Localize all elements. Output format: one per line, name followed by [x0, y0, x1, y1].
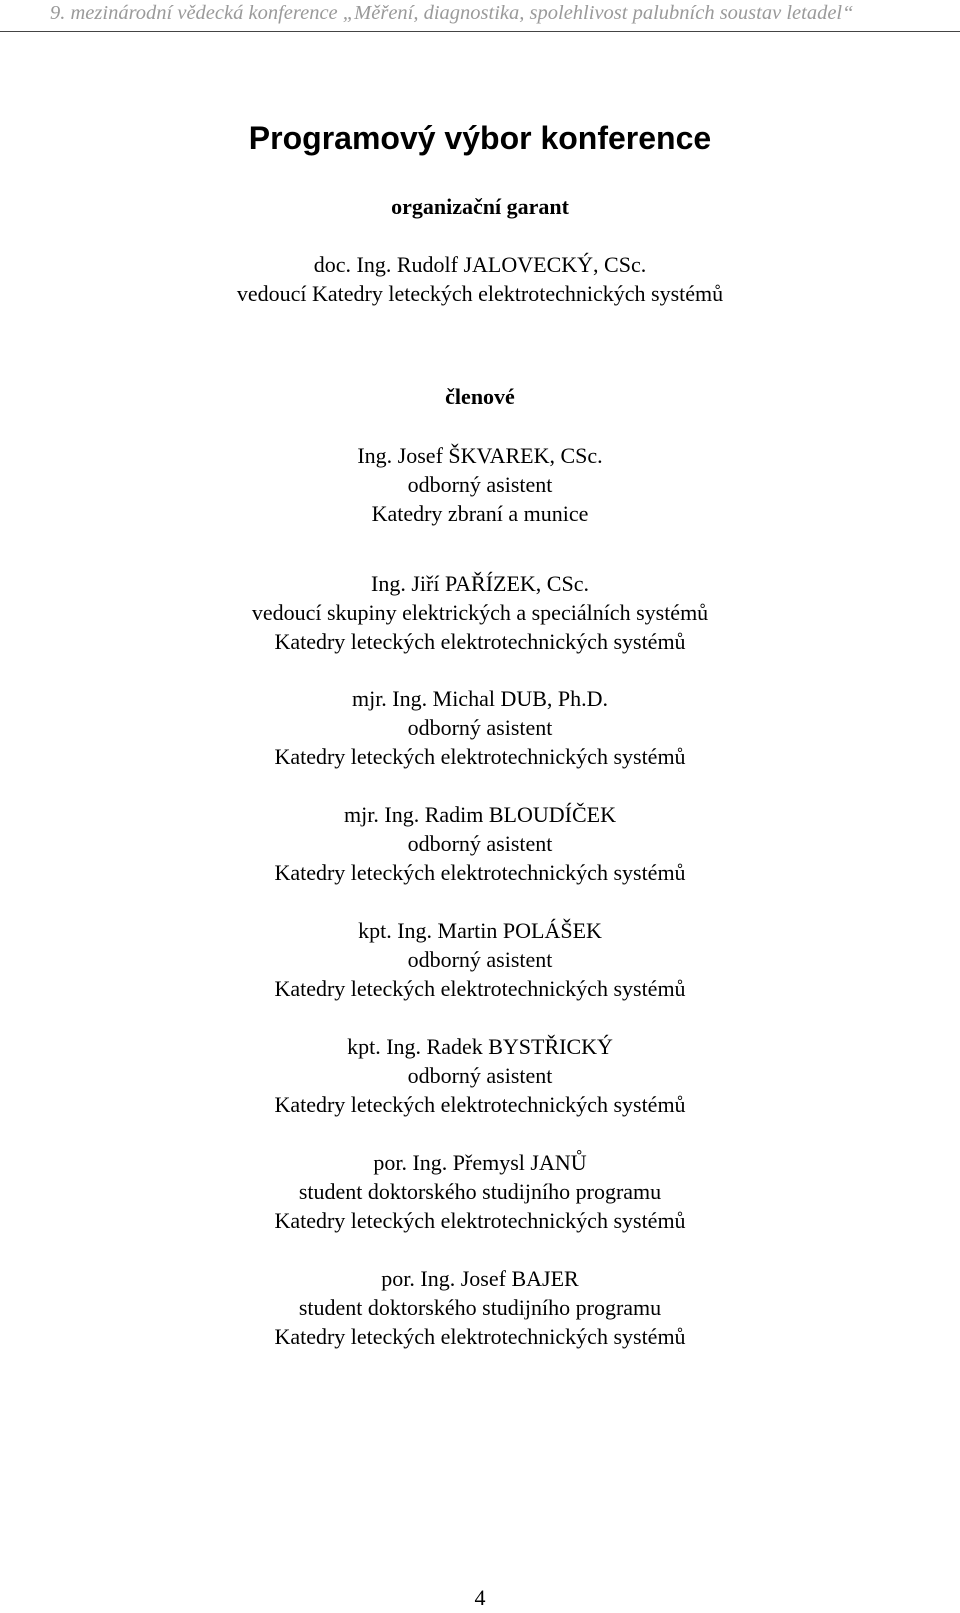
member-position: student doktorského studijního programu: [298, 1295, 662, 1320]
member-name: Ing. Josef ŠKVAREK, CSc.: [357, 443, 603, 468]
member-entry: [0, 800, 960, 887]
members-heading: členové: [445, 384, 515, 409]
member-entry: [0, 1148, 960, 1235]
member-department: Katedry leteckých elektrotechnických systémů: [274, 744, 686, 769]
member-position: odborný asistent: [407, 1063, 553, 1088]
page-title: Programový výbor konference: [248, 120, 712, 156]
member-entry: [0, 441, 960, 528]
member-entry: [0, 1264, 960, 1351]
running-header: 9. mezinárodní vědecká konference „Měření, diagnostika, spolehlivost palubních soustav letadel“: [0, 0, 960, 32]
member-position: odborný asistent: [407, 472, 553, 497]
member-position: odborný asistent: [407, 947, 553, 972]
member-name: kpt. Ing. Martin POLÁŠEK: [358, 918, 602, 943]
member-entry: [0, 1032, 960, 1119]
member-department: Katedry leteckých elektrotechnických systémů: [274, 976, 686, 1001]
member-position: odborný asistent: [407, 715, 553, 740]
guarantor-name: doc. Ing. Rudolf JALOVECKÝ, CSc.: [313, 252, 647, 277]
member-name: kpt. Ing. Radek BYSTŘICKÝ: [347, 1034, 613, 1059]
member-name: por. Ing. Přemysl JANŮ: [373, 1150, 587, 1175]
page-number: 4: [474, 1585, 486, 1610]
member-position: vedoucí skupiny elektrických a speciálních systémů: [251, 600, 709, 625]
member-position: odborný asistent: [407, 831, 553, 856]
guarantor-heading: organizační garant: [391, 194, 569, 219]
member-entry: [0, 569, 960, 656]
member-entry: [0, 684, 960, 771]
member-department: Katedry leteckých elektrotechnických systémů: [274, 1324, 686, 1349]
member-position: student doktorského studijního programu: [298, 1179, 662, 1204]
member-department: Katedry zbraní a munice: [371, 501, 589, 526]
member-name: mjr. Ing. Michal DUB, Ph.D.: [351, 686, 609, 711]
member-department: Katedry leteckých elektrotechnických systémů: [274, 629, 686, 654]
member-name: por. Ing. Josef BAJER: [381, 1266, 579, 1291]
member-name: mjr. Ing. Radim BLOUDÍČEK: [344, 802, 616, 827]
member-department: Katedry leteckých elektrotechnických systémů: [274, 1092, 686, 1117]
member-department: Katedry leteckých elektrotechnických systémů: [274, 860, 686, 885]
guarantor-entry: [0, 250, 960, 308]
member-department: Katedry leteckých elektrotechnických systémů: [274, 1208, 686, 1233]
member-name: Ing. Jiří PAŘÍZEK, CSc.: [371, 571, 589, 596]
guarantor-role: vedoucí Katedry leteckých elektrotechnických systémů: [236, 281, 724, 306]
member-entry: [0, 916, 960, 1003]
